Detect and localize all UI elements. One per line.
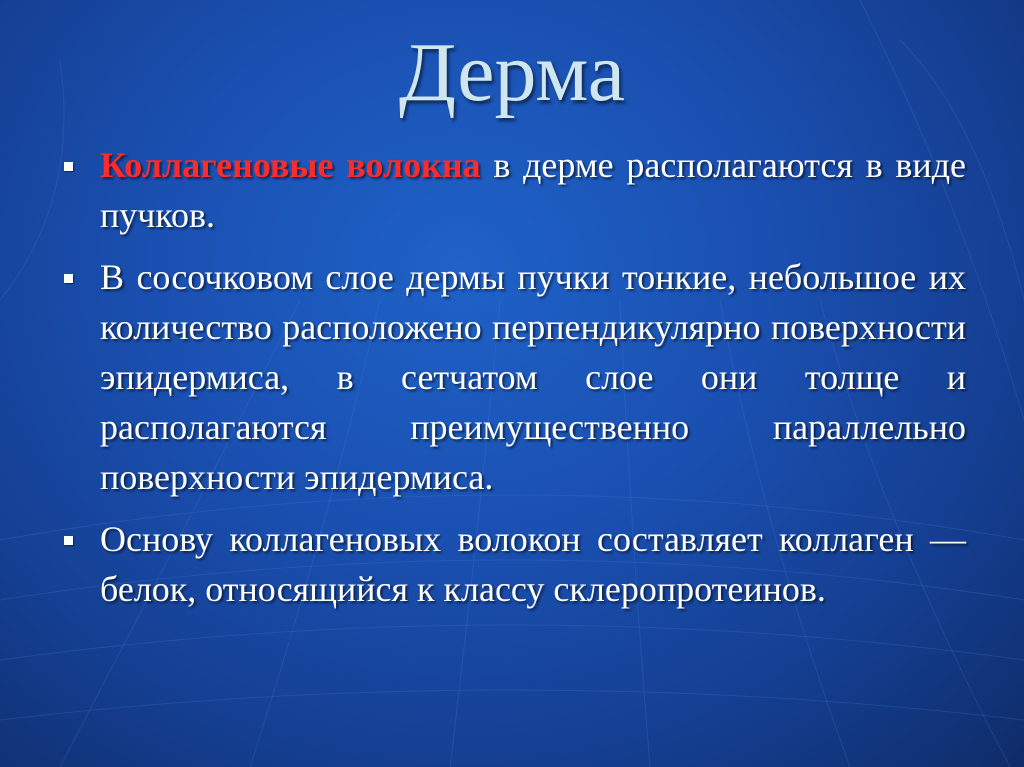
bullet-text-rest: в дерме располагаются в виде пучков.	[100, 145, 966, 235]
bullet-text	[100, 140, 966, 240]
bullet-text: Основу коллагеновых волокон составляет коллаген — белок, относящийся к классу склеропротеинов.	[100, 519, 966, 609]
square-bullet-icon	[64, 536, 73, 545]
highlighted-term: Коллагеновые волокна	[100, 145, 481, 185]
slide-title: Дерма	[398, 26, 626, 119]
bullet-text: В сосочковом слое дермы пучки тонкие, небольшое их количество расположено перпендикулярно поверхности эпидермиса, в сетчатом слое они толще и располагаются преимущественно параллельно поверхности эпидермиса.	[100, 257, 966, 497]
bullet-item	[58, 140, 966, 240]
bullet-item	[58, 514, 966, 614]
square-bullet-icon	[64, 274, 73, 283]
square-bullet-icon	[64, 162, 73, 171]
bullet-list	[58, 140, 966, 626]
bullet-item	[58, 252, 966, 502]
